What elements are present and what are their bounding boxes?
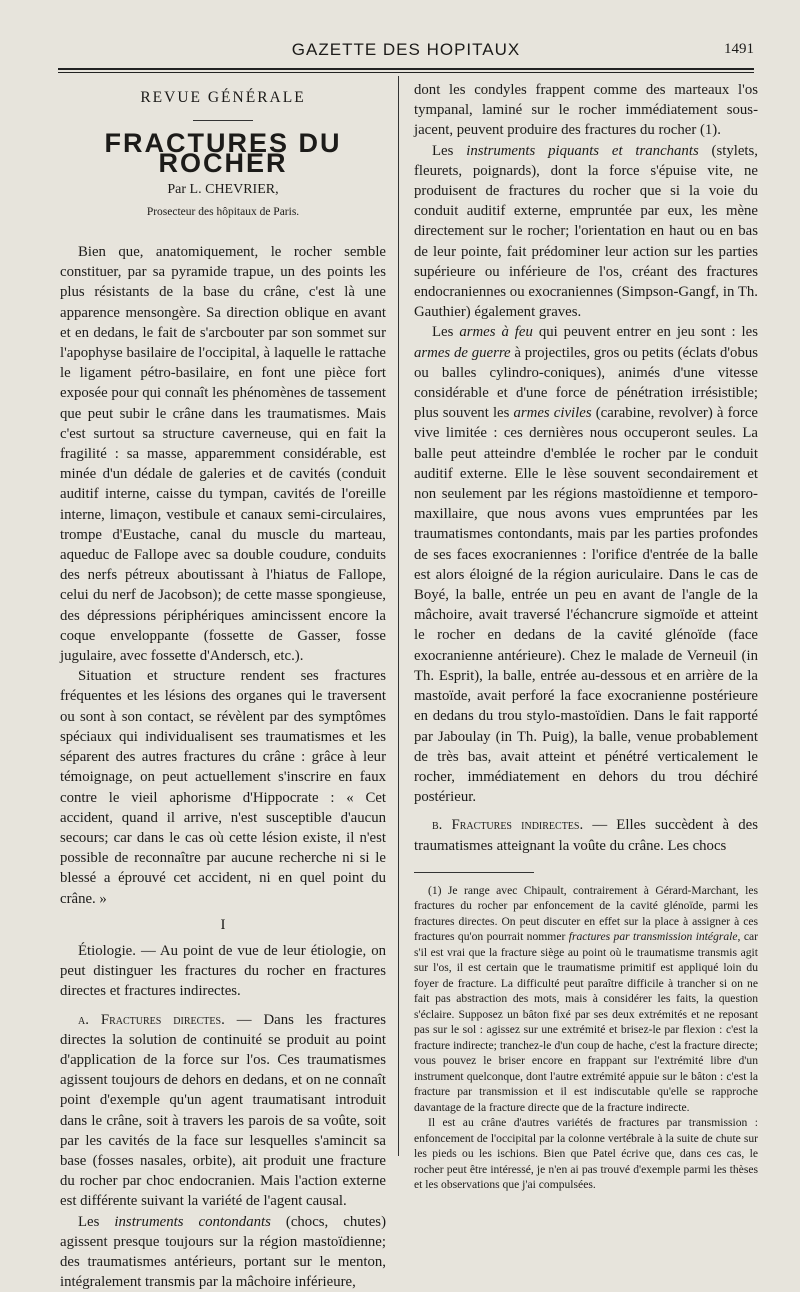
paragraph-fractures-indirectes — [414, 815, 758, 855]
emphasis: armes de guerre — [414, 344, 511, 361]
text-run: (1) Je range avec Chipault, contrairement à Gérard-Marchant, les fractures du rocher par enfoncement de la cavité glénoïde, parmi les fractures directes. On peut discuter en effet sur la place à assigner à ces fractures qu'on pourrait nommer — [414, 883, 758, 944]
text-run: (chocs, chutes) agissent presque toujours sur la région mastoïdienne; des traumatismes antérieurs, portant sur le menton, intégralement transmis par la mâchoire inférieure, — [60, 1213, 386, 1291]
column-divider — [398, 76, 399, 1156]
rubric-rule — [193, 120, 253, 121]
paragraph-lead: Étiologie. — [78, 942, 136, 959]
article-title: FRACTURES DU ROCHER — [104, 128, 342, 179]
emphasis: instruments contondants — [114, 1213, 271, 1230]
emphasis: fractures par transmission intégrale — [568, 930, 738, 944]
rubric-heading: REVUE GÉNÉRALE — [140, 89, 306, 106]
text-run: qui peuvent entrer en jeu sont : les — [532, 324, 758, 341]
page-header — [58, 40, 754, 62]
emphasis: armes à feu — [459, 324, 533, 341]
paragraph-contondants — [60, 1212, 386, 1292]
left-column — [60, 80, 386, 1292]
header-rule — [58, 68, 754, 73]
paragraph-fractures-directes — [60, 1010, 386, 1212]
paragraph-armes-a-feu — [414, 322, 758, 807]
journal-title: GAZETTE DES HOPITAUX — [291, 40, 521, 59]
text-run: (stylets, fleurets, poignards), dont la force s'épuise vite, ne produisent de fractures du rocher que si la voie du conduit auditif externe, empruntée par eux, les mène directement sur le rocher; l'orientation en haut ou en bas de leur pointe, fait prédominer leur action sur les parties supérieure ou inférieure de l'os, créant des fractures endocraniennes ou exocraniennes (Simpson-Gangf, in Th. Gauthier) également graves. — [414, 142, 758, 321]
text-run: Les — [432, 324, 460, 341]
emphasis: instruments piquants et tranchants — [466, 142, 699, 159]
paragraph-lead: a. Fractures directes. — [78, 1011, 225, 1028]
footnotes — [414, 883, 758, 1193]
footnote-1 — [414, 883, 758, 1116]
footnote-rule — [414, 872, 534, 873]
text-run: , car s'il est vrai que la fracture siège au point où le traumatisme transmis agit sur l'os, il est certain que le traumatisme primitif est appliqué loin du foyer de fracture. La difficulté peut paraître difficile à trancher si on ne fait pas abstraction des mots, mais à considérer les faits, la question s'éclaire. Supposez un bâton fixé par ses deux extrémités et ne reposant pas sur le sol : agissez sur une extrémité et brisez-le par flexion : c'est la fracture indirecte; tranchez-le d'un coup de hache, c'est la fracture directe; vous pouvez le briser encore en frappant sur l'extrémité libre d'un instrument quelconque, dont l'autre extrémité appuie sur le bâton : c'est la fracture par transmission et il est indiscutable qu'elle se rapproche davantage de la fracture directe que de la fracture indirecte. — [414, 930, 758, 1114]
text-run: Les — [78, 1213, 115, 1230]
paragraph-etiologie — [60, 941, 386, 1002]
paragraph-text: — Elles succèdent à des traumatismes atteignant la voûte du crâne. Les chocs — [414, 817, 758, 854]
text-run: à projectiles, gros ou petits (éclats d'obus ou balles cylindro-coniques), animés d'une vitesse considérable et d'une force de pénétration irrésistible; plus souvent les — [414, 344, 759, 422]
paragraph: Situation et structure rendent ses fractures fréquentes et les lésions des organes qui le traversent ou sont à son contact, se révèlent par des symptômes spéciaux qui individualisent ses traumatismes et les séparent des autres fractures du crâne : grâce à leur témoignage, on peut actuellement s'inscrire en faux contre le vieil aphorisme d'Hippocrate : « Cet accident, quand il arrive, n'est susceptible d'aucun secours; car dans le cas où cette lésion existe, il n'est possible de reconnaître par aucune recherche ni si le blessé a éprouvé cet accident, ni en quel point du crâne. » — [60, 668, 386, 907]
text-run: Les — [432, 142, 467, 159]
paragraph-text: — Au point de vue de leur étiologie, on peut distinguer les fractures du rocher en fractures directes et fractures indirectes. — [60, 942, 386, 1000]
footnote-continued: Il est au crâne d'autres variétés de fractures par transmission : enfoncement de l'occipital par la colonne vertébrale à la suite de chute sur les pieds ou les ischions. Bien que Patel écrive que, dans ces cas, le rocher peut être intéressé, je n'en ai pas trouvé d'exemple parmi les thèses et les observations que j'ai compulsées. — [414, 1116, 758, 1192]
paragraph-piquants — [414, 141, 758, 323]
author-title: Prosecteur des hôpitaux de Paris. — [146, 205, 300, 218]
author-line: Par L. CHEVRIER, — [167, 181, 279, 197]
page-number: 1491 — [724, 41, 754, 57]
paragraph-text: — Dans les fractures directes la solution de continuité se produit au point d'application de la force sur l'os. Ces traumatismes agissent toujours de dehors en dedans, et on ne connaît point d'exemple qu'un agent traumatisant introduit dans le crâne, soit à travers les parois de sa voûte, soit par les cavités de la face sur lesquelles s'amincit sa base (fosses nasales, orbite), ait produit une fracture du rocher par choc endocranien. Mais l'action externe est différente suivant la variété de l'agent causal. — [60, 1011, 386, 1210]
text-run: (carabine, revolver) à force vive limitée : ces dernières nous occuperont seules. La balle peut atteindre d'emblée le rocher par le conduit auditif externe. Elle le lèse souvent secondairement et non seulement par les régions mastoïdienne et temporo-maxillaire, que nous avons vues empruntées par les traumatismes contondants, mais par les parties profondes de ses faces exocraniennes : l'orifice d'entrée de la balle est alors éloigné de la région auriculaire. Dans le cas de Boyé, la balle, entrée un peu en avant de l'angle de la mâchoire, avait traversé l'échancrure sigmoïde et atteint le rocher en dedans de la cavité glénoïde (face exocranienne antérieure). Chez le malade de Verneuil (in Th. Esprit), la balle, entrée au-dessous et en arrière de la mastoïde, avait perforé la face exocranienne postérieure en dedans du trou stylo-mastoïdien. Dans le fait rapporté par Jaboulay (in Th. Puig), la balle, venue probablement de très bas, avait atteint et pénétré verticalement le rocher, immédiatement en dehors du trou déchiré postérieur. — [414, 405, 758, 806]
emphasis: armes civiles — [513, 405, 592, 422]
spacer — [60, 1002, 386, 1010]
section-number: I — [220, 916, 226, 933]
paragraph-lead: b. Fractures indirectes. — [432, 817, 584, 834]
spacer — [414, 807, 758, 815]
paragraph: Bien que, anatomiquement, le rocher semble constituer, par sa pyramide trapue, un des points les plus résistants de la base du crâne, c'est là une apparence mensongère. Sa direction oblique en avant et en dedans, le fait de s'arcbouter par son sommet sur l'apophyse basilaire de l'occipital, à laquelle le rattache le ligament pétro-basilaire, en font une pièce fort exposée pour qui connaît les phénomènes de tassement que peut subir le crâne dans les traumatismes. Mais c'est surtout sa structure caverneuse, qui en fait la fragilité : sa masse, apparemment considérable, est minée d'un dédale de galeries et de cavités (conduit auditif interne, caisse du tympan, cavités de l'oreille interne, limaçon, vestibule et canaux semi-circulaires, trompe d'Eustache, canal du muscle du marteau, aqueduc de Fallope avec sa double coudure, conduits des nerfs pétreux aboutissant à l'hiatus de Fallope, celui du nerf de Jacobson); de cette masse spongieuse, des dépressions périphériques amincissent encore la coque enveloppante (fossette de Gasser, fosse jugulaire, avec fossette d'Andersch, etc.). — [60, 244, 386, 665]
right-column — [414, 80, 758, 1193]
paragraph-continued: dont les condyles frappent comme des marteaux l'os tympanal, laminé sur le rocher immédiatement sous-jacent, peuvent produire des fractures du rocher (1). — [414, 82, 758, 139]
